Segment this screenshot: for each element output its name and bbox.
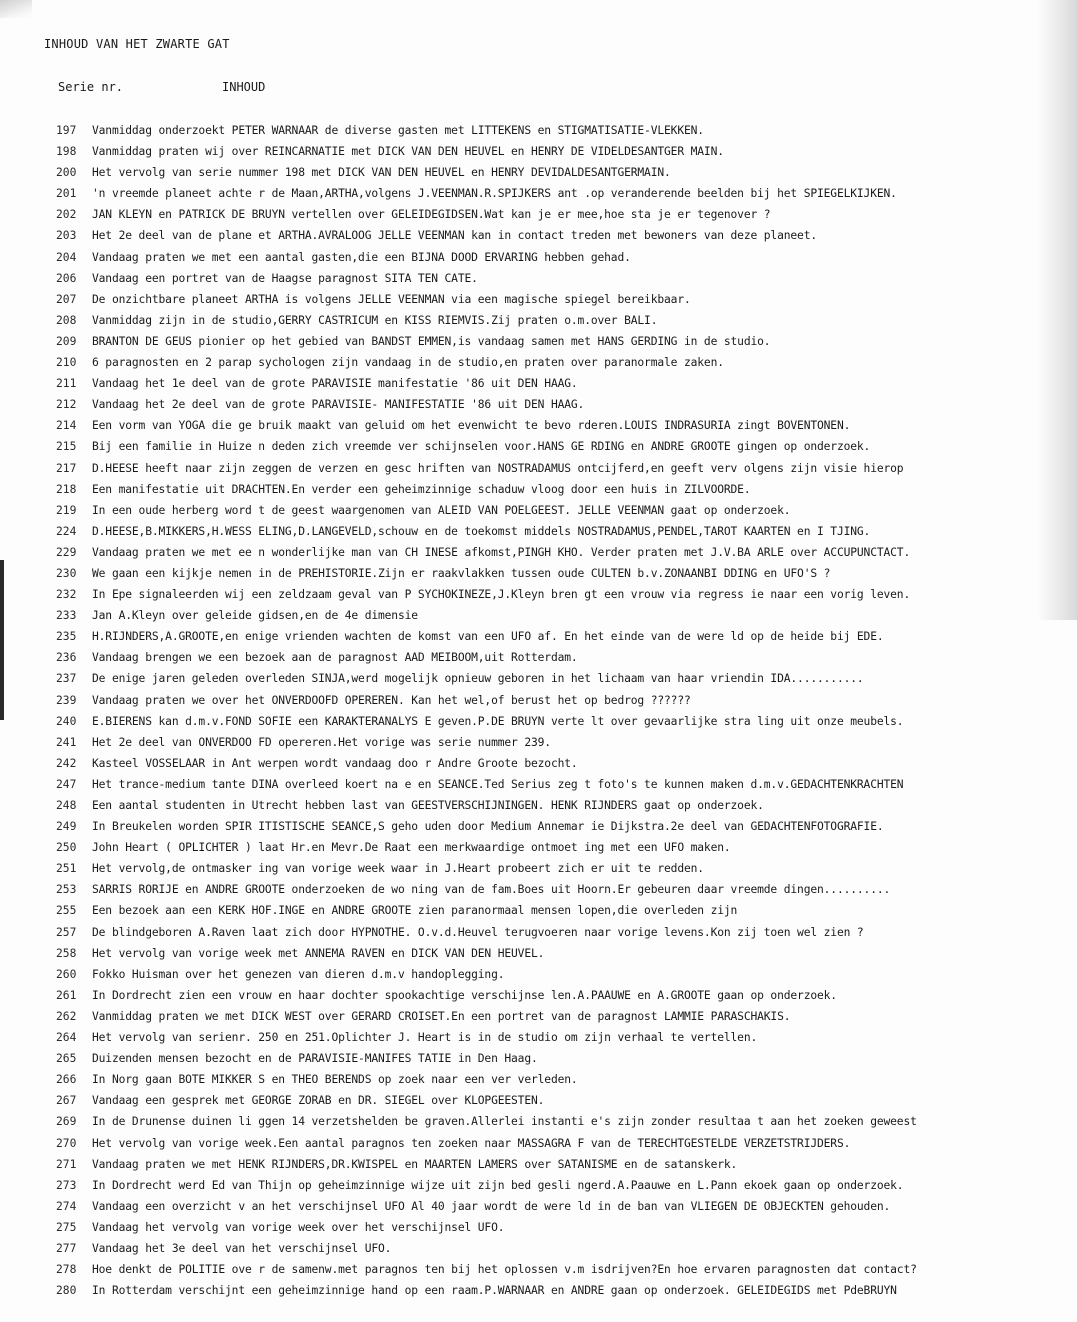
serie-number: 239 (56, 693, 77, 707)
entry-description: Duizenden mensen bezocht en de PARAVISIE-MANIFES TATIE in Den Haag. (92, 1052, 538, 1066)
list-item (56, 584, 1056, 605)
entry-description: Het vervolg van serienr. 250 en 251.Oplichter J. Heart is in de studio om zijn verhaal te vertellen. (92, 1031, 758, 1045)
serie-number: 211 (56, 377, 77, 391)
serie-number: 208 (56, 313, 77, 327)
entry-description: 6 paragnosten en 2 parap sychologen zijn vandaag in de studio,en praten over paranormale zaken. (92, 356, 724, 370)
entry-description: Vanmiddag zijn in de studio,GERRY CASTRICUM en KISS RIEMVIS.Zij praten o.m.over BALI. (92, 313, 658, 327)
entry-description: De blindgeboren A.Raven laat zich door HYPNOTHE. O.v.d.Heuvel terugvoeren naar vorige levens.Kon zij toen wel zien ? (92, 925, 864, 939)
entry-description: John Heart ( OPLICHTER ) laat Hr.en Mevr.De Raat een merkwaardige ontmoet ing met een UFO maken. (92, 841, 731, 855)
serie-number: 198 (56, 145, 77, 159)
list-item (56, 816, 1056, 837)
entry-description: Het vervolg van vorige week.Een aantal paragnos ten zoeken naar MASSAGRA F van de TERECHTGESTELDE VERZETSTRIJDERS. (92, 1136, 851, 1150)
entry-description: Een bezoek aan een KERK HOF.INGE en ANDRE GROOTE zien paranormaal mensen lopen,die overleden zijn (92, 904, 738, 918)
list-item (56, 183, 1056, 204)
list-item (56, 373, 1056, 394)
serie-number: 235 (56, 630, 77, 644)
entry-description: Een vorm van YOGA die ge bruik maakt van geluid om het evenwicht te bevo rderen.LOUIS INDRASURIA zingt BOVENTONEN. (92, 419, 851, 433)
list-item (56, 626, 1056, 647)
list-item (56, 1133, 1056, 1154)
serie-number: 261 (56, 988, 77, 1002)
entry-description: Het trance-medium tante DINA overleed koert na e en SEANCE.Ted Serius zeg t foto's te kunnen maken d.m.v.GEDACHTENKRACHTEN (92, 777, 904, 791)
serie-number: 262 (56, 1009, 77, 1023)
list-item (56, 858, 1056, 879)
list-item (56, 458, 1056, 479)
entry-description: In Dordrecht werd Ed van Thijn op geheimzinnige wijze uit zijn bed gesli ngerd.A.Paauwe en L.Pann ekoek gaan op onderzoek. (92, 1178, 904, 1192)
list-item (56, 542, 1056, 563)
serie-number: 266 (56, 1073, 77, 1087)
serie-number: 242 (56, 756, 77, 770)
list-item (56, 1196, 1056, 1217)
serie-number: 250 (56, 841, 77, 855)
list-item (56, 1111, 1056, 1132)
list-item (56, 352, 1056, 373)
serie-number: 274 (56, 1199, 77, 1213)
list-item (56, 120, 1056, 141)
serie-number: 264 (56, 1031, 77, 1045)
list-item (56, 394, 1056, 415)
serie-number: 253 (56, 883, 77, 897)
entry-description: Kasteel VOSSELAAR in Ant werpen wordt vandaag doo r Andre Groote bezocht. (92, 756, 578, 770)
serie-number: 201 (56, 187, 77, 201)
serie-number: 229 (56, 545, 77, 559)
entry-description: 'n vreemde planeet achte r de Maan,ARTHA,volgens J.VEENMAN.R.SPIJKERS ant .op veranderende beelden bij het SPIEGELKIJKEN. (92, 187, 897, 201)
entry-description: Het vervolg van serie nummer 198 met DICK VAN DEN HEUVEL en HENRY DEVIDALDESANTGERMAIN. (92, 166, 671, 180)
list-item (56, 900, 1056, 921)
list-item (56, 1175, 1056, 1196)
list-item (56, 1217, 1056, 1238)
serie-number: 215 (56, 440, 77, 454)
list-item (56, 1238, 1056, 1259)
entry-description: D.HEESE heeft naar zijn zeggen de verzen en gesc hriften van NOSTRADAMUS ontcijferd,en geeft verv olgens zijn visie hierop (92, 461, 904, 475)
list-item (56, 1090, 1056, 1111)
list-item (56, 141, 1056, 162)
entry-description: Het 2e deel van ONVERDOO FD opereren.Het vorige was serie nummer 239. (92, 735, 551, 749)
serie-number: 237 (56, 672, 77, 686)
list-item (56, 1006, 1056, 1027)
entry-description: Vandaag het vervolg van vorige week over het verschijnsel UFO. (92, 1220, 505, 1234)
serie-number: 275 (56, 1220, 77, 1234)
serie-number: 277 (56, 1241, 77, 1255)
serie-number: 257 (56, 925, 77, 939)
list-item (56, 605, 1056, 626)
list-item (56, 647, 1056, 668)
entry-description: In Epe signaleerden wij een zeldzaam geval van P SYCHOKINEZE,J.Kleyn bren gt een vrouw via regress ie naar een vorig leven. (92, 588, 911, 602)
entry-description: Vandaag het 3e deel van het verschijnsel UFO. (92, 1241, 392, 1255)
serie-number: 278 (56, 1263, 77, 1277)
list-item (56, 268, 1056, 289)
serie-number: 241 (56, 735, 77, 749)
entry-description: Het vervolg van vorige week met ANNEMA RAVEN en DICK VAN DEN HEUVEL. (92, 946, 545, 960)
list-item (56, 1069, 1056, 1090)
serie-number: 248 (56, 799, 77, 812)
list-item (56, 1048, 1056, 1069)
entry-description: In Rotterdam verschijnt een geheimzinnige hand op een raam.P.WARNAAR en ANDRE gaan op onderzoek. GELEIDEGIDS met PdeBRUYN (92, 1284, 897, 1298)
serie-number: 212 (56, 398, 77, 412)
entry-description: Vanmiddag praten wij over REINCARNATIE met DICK VAN DEN HEUVEL en HENRY DE VIDELDESANTGER MAIN. (92, 145, 724, 159)
list-item (56, 943, 1056, 964)
list-item (56, 500, 1056, 521)
list-item (56, 837, 1056, 858)
entry-description: In de Drunense duinen li ggen 14 verzetshelden be graven.Allerlei instanti e's zijn zonder resultaa t aan het zoeken geweest (92, 1115, 917, 1129)
list-item (56, 1154, 1056, 1175)
entry-description: D.HEESE,B.MIKKERS,H.WESS ELING,D.LANGEVELD,schouw en de toekomst middels NOSTRADAMUS,PENDEL,TAROT KAARTEN en I TJING. (92, 524, 871, 538)
list-item (56, 331, 1056, 352)
list-item (56, 668, 1056, 689)
entry-description: Vandaag praten we over het ONVERDOOFD OPEREREN. Kan het wel,of berust het op bedrog ?????? (92, 693, 691, 707)
entry-description: JAN KLEYN en PATRICK DE BRUYN vertellen over GELEIDEGIDSEN.Wat kan je er mee,hoe sta je er tegenover ? (92, 208, 771, 222)
entry-description: Vandaag een gesprek met GEORGE ZORAB en DR. SIEGEL over KLOPGEESTEN. (92, 1094, 545, 1108)
entry-description: Een manifestatie uit DRACHTEN.En verder een geheimzinnige schaduw vloog door een huis in ZILVOORDE. (92, 482, 751, 496)
serie-number: 217 (56, 461, 77, 475)
page-corner-fold (0, 0, 32, 18)
list-item (56, 289, 1056, 310)
serie-number: 224 (56, 524, 77, 538)
entry-description: Vandaag brengen we een bezoek aan de paragnost AAD MEIBOOM,uit Rotterdam. (92, 651, 578, 665)
list-item (56, 690, 1056, 711)
entry-description: Het 2e deel van de plane et ARTHA.AVRALOOG JELLE VEENMAN kan in contact treden met bewoners van deze planeet. (92, 229, 817, 243)
entry-description: In Dordrecht zien een vrouw en haar dochter spookachtige verschijnse len.A.PAAUWE en A.GROOTE gaan op onderzoek. (92, 988, 837, 1002)
entry-description: Vandaag praten we met een aantal gasten,die een BIJNA DOOD ERVARING hebben gehad. (92, 250, 631, 264)
serie-number: 255 (56, 904, 77, 918)
serie-number: 280 (56, 1284, 77, 1298)
list-item (56, 479, 1056, 500)
column-headers (58, 80, 265, 94)
entry-description: BRANTON DE GEUS pionier op het gebied van BANDST EMMEN,is vandaag samen met HANS GERDING in de studio. (92, 334, 771, 348)
header-inhoud: INHOUD (222, 80, 266, 94)
entry-description: De enige jaren geleden overleden SINJA,werd mogelijk opnieuw geboren in het lichaam van haar vriendin IDA........... (92, 672, 864, 686)
entry-description: H.RIJNDERS,A.GROOTE,en enige vrienden wachten de komst van een UFO af. En het einde van de were ld op de heide bij EDE. (92, 630, 884, 644)
list-item (56, 415, 1056, 436)
entry-description: Hoe denkt de POLITIE ove r de samenw.met paragnos ten bij het oplossen v.m isdrijven?En hoe ervaren paragnosten dat contact? (92, 1263, 917, 1277)
list-item (56, 985, 1056, 1006)
serie-number: 200 (56, 166, 77, 180)
list-item (56, 247, 1056, 268)
serie-number: 269 (56, 1115, 77, 1129)
entry-description: Vanmiddag onderzoekt PETER WARNAAR de diverse gasten met LITTEKENS en STIGMATISATIE-VLEKKEN. (92, 124, 704, 137)
entry-description: Vandaag het 2e deel van de grote PARAVISIE- MANIFESTATIE '86 uit DEN HAAG. (92, 398, 585, 412)
serie-number: 251 (56, 862, 77, 876)
list-item (56, 225, 1056, 246)
serie-number: 207 (56, 292, 77, 306)
entry-description: In Breukelen worden SPIR ITISTISCHE SEANCE,S geho uden door Medium Annemar ie Dijkstra.2e deel van GEDACHTENFOTOGRAFIE. (92, 820, 884, 834)
entries-list (56, 120, 1056, 1301)
list-item (56, 563, 1056, 584)
entry-description: E.BIERENS kan d.m.v.FOND SOFIE een KARAKTERANALYS E geven.P.DE BRUYN verte lt over gevaarlijke stra ling uit onze meubels. (92, 714, 904, 728)
list-item (56, 795, 1056, 816)
entry-description: In een oude herberg word t de geest waargenomen van ALEID VAN POELGEEST. JELLE VEENMAN gaat op onderzoek. (92, 503, 791, 517)
serie-number: 267 (56, 1094, 77, 1108)
list-item (56, 774, 1056, 795)
list-item (56, 1027, 1056, 1048)
serie-number: 230 (56, 566, 77, 580)
serie-number: 232 (56, 588, 77, 602)
serie-number: 236 (56, 651, 77, 665)
scan-edge-left (0, 560, 4, 720)
serie-number: 240 (56, 714, 77, 728)
serie-number: 210 (56, 356, 77, 370)
entry-description: Vandaag een portret van de Haagse paragnost SITA TEN CATE. (92, 271, 478, 285)
serie-number: 273 (56, 1178, 77, 1192)
entry-description: Vanmiddag praten we met DICK WEST over GERARD CROISET.En een portret van de paragnost LAMMIE PARASCHAKIS. (92, 1009, 791, 1023)
header-serie-nr: Serie nr. (58, 80, 124, 94)
serie-number: 206 (56, 271, 77, 285)
entry-description: Een aantal studenten in Utrecht hebben last van GEESTVERSCHIJNINGEN. HENK RIJNDERS gaat op onderzoek. (92, 799, 764, 812)
list-item (56, 1280, 1056, 1301)
list-item (56, 204, 1056, 225)
entry-description: Fokko Huisman over het genezen van dieren d.m.v handoplegging. (92, 967, 505, 981)
serie-number: 265 (56, 1052, 77, 1066)
list-item (56, 436, 1056, 457)
serie-number: 249 (56, 820, 77, 834)
list-item (56, 753, 1056, 774)
list-item (56, 922, 1056, 943)
entry-description: De onzichtbare planeet ARTHA is volgens JELLE VEENMAN via een magische spiegel bereikbaar. (92, 292, 691, 306)
entry-description: Vandaag een overzicht v an het verschijnsel UFO Al 40 jaar wordt de were ld in de ban van VLIEGEN DE OBJECKTEN gehouden. (92, 1199, 891, 1213)
entry-description: Vandaag het 1e deel van de grote PARAVISIE manifestatie '86 uit DEN HAAG. (92, 377, 578, 391)
entry-description: Vandaag praten we met ee n wonderlijke man van CH INESE afkomst,PINGH KHO. Verder praten met J.V.BA ARLE over ACCUPUNCTACT. (92, 545, 911, 559)
serie-number: 258 (56, 946, 77, 960)
list-item (56, 521, 1056, 542)
list-item (56, 162, 1056, 183)
serie-number: 219 (56, 503, 77, 517)
document-title: INHOUD VAN HET ZWARTE GAT (44, 37, 230, 51)
entry-description: Het vervolg,de ontmasker ing van vorige week waar in J.Heart probeert zich er uit te redden. (92, 862, 704, 876)
serie-number: 209 (56, 334, 77, 348)
entry-description: In Norg gaan BOTE MIKKER S en THEO BERENDS op zoek naar een ver verleden. (92, 1073, 578, 1087)
serie-number: 218 (56, 482, 77, 496)
serie-number: 233 (56, 609, 77, 623)
list-item (56, 1259, 1056, 1280)
serie-number: 247 (56, 777, 77, 791)
serie-number: 202 (56, 208, 77, 222)
entry-description: SARRIS RORIJE en ANDRE GROOTE onderzoeken de wo ning van de fam.Boes uit Hoorn.Er gebeuren daar vreemde dingen.......... (92, 883, 891, 897)
serie-number: 197 (56, 124, 77, 137)
list-item (56, 964, 1056, 985)
entry-description: We gaan een kijkje nemen in de PREHISTORIE.Zijn er raakvlakken tussen oude CULTEN b.v.ZONAANBI DDING en UFO'S ? (92, 566, 831, 580)
list-item (56, 711, 1056, 732)
entry-description: Jan A.Kleyn over geleide gidsen,en de 4e dimensie (92, 609, 418, 623)
serie-number: 204 (56, 250, 77, 264)
serie-number: 271 (56, 1157, 77, 1171)
entry-description: Bij een familie in Huize n deden zich vreemde ver schijnselen voor.HANS GE RDING en ANDRE GROOTE gingen op onderzoek. (92, 440, 871, 454)
serie-number: 203 (56, 229, 77, 243)
list-item (56, 732, 1056, 753)
serie-number: 260 (56, 967, 77, 981)
entry-description: Vandaag praten we met HENK RIJNDERS,DR.KWISPEL en MAARTEN LAMERS over SATANISME en de satanskerk. (92, 1157, 738, 1171)
serie-number: 214 (56, 419, 77, 433)
serie-number: 270 (56, 1136, 77, 1150)
list-item (56, 879, 1056, 900)
list-item (56, 310, 1056, 331)
